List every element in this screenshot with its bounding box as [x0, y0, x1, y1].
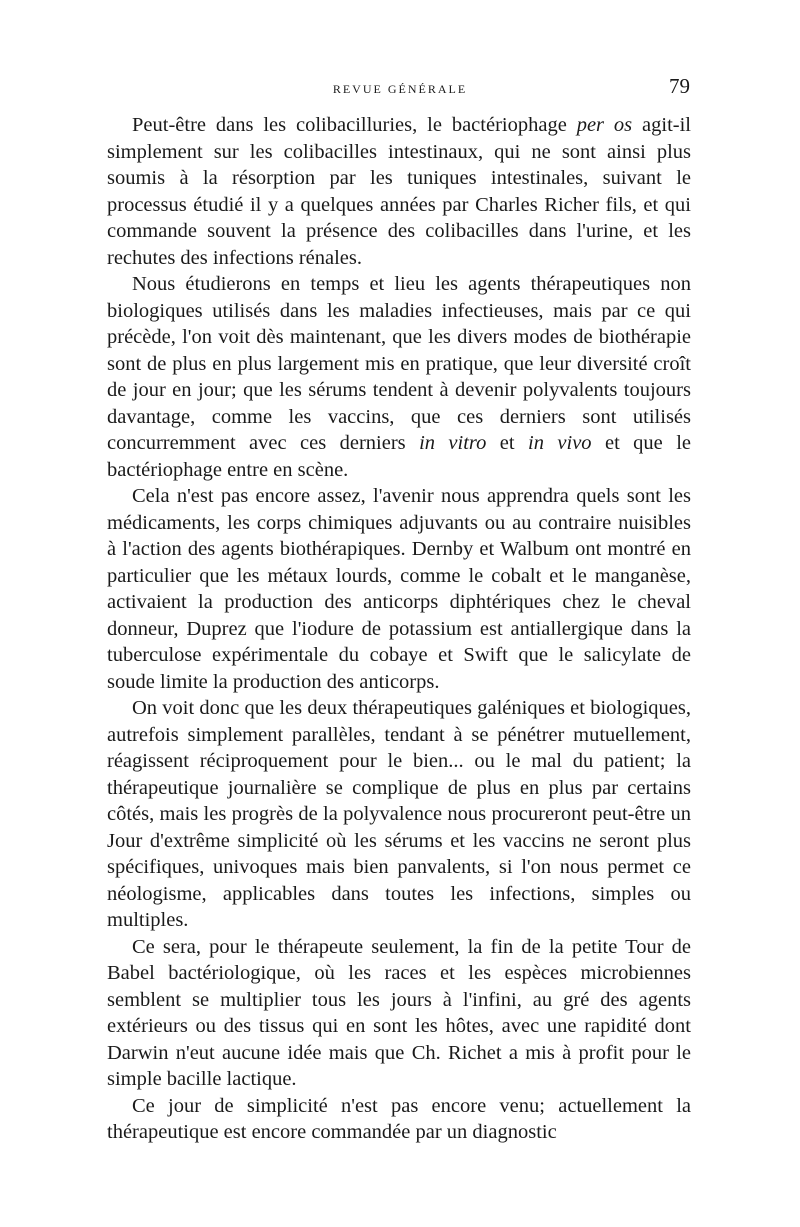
italic-phrase: per os — [576, 114, 633, 136]
page-number: 79 — [669, 74, 690, 98]
paragraph: Peut-être dans les colibacilluries, le bactériophage per os agit-il simplement sur les colibacilles intestinaux, qui ne sont ainsi plus soumis à la résorption par les tuniques intestinales, suivant le processus étudié il y a quelques années par Charles Richer fils, et qui commande souvent la présence des colibacilles dans l'urine, et les rechutes des infections rénales. — [107, 114, 691, 269]
body-text — [107, 112, 691, 1146]
running-title: REVUE GÉNÉRALE — [332, 82, 468, 96]
paragraph: On voit donc que les deux thérapeutiques galéniques et biologiques, autrefois simplement parallèles, tendant à se pénétrer mutuellement, réagissent réciproquement pour le bien... ou le mal du patient; la thérapeutique journalière se complique de plus en plus par certains côtés, mais les progrès de la polyvalence nous procureront peut-être un Jour d'extrême simplicité où les sérums et les vaccins ne seront plus spécifiques, univoques mais bien panvalents, si l'on nous permet ce néologisme, applicables dans toutes les infections, simples ou multiples. — [107, 697, 691, 931]
paragraph: Cela n'est pas encore assez, l'avenir nous apprendra quels sont les médicaments, les corps chimiques adjuvants ou au contraire nuisibles à l'action des agents biothérapiques. Dernby et Walbum ont montré en particulier que les métaux lourds, comme le cobalt et le manganèse, activaient la production des anticorps diphtériques chez le cheval donneur, Duprez que l'iodure de potassium est antiallergique dans la tuberculose expérimentale du cobaye et Swift que le salicylate de soude limite la production des anticorps. — [107, 485, 691, 693]
running-header — [0, 74, 800, 104]
paragraph: Ce sera, pour le thérapeute seulement, la fin de la petite Tour de Babel bactériologique, où les races et les espèces microbiennes semblent se multiplier tous les jours à l'infini, au gré des agents extérieurs ou des tissus qui en sont les hôtes, avec une rapidité dont Darwin n'eut aucune idée mais que Ch. Richet a mis à profit pour le simple bacille lactique. — [107, 935, 691, 1090]
italic-phrase: in vivo — [528, 432, 592, 454]
paragraph: Nous étudierons en temps et lieu les agents thérapeutiques non biologiques utilisés dans les maladies infectieuses, mais par ce qui précède, l'on voit dès maintenant, que les divers modes de biothérapie sont de plus en plus largement mis en pratique, que leur diversité croît de jour en jour; que les sérums tendent à devenir polyvalents toujours davantage, comme les vaccins, que ces derniers sont utilisés concurremment avec ces derniers in vitro et in vivo et que le bactériophage entre en scène. — [107, 273, 691, 481]
italic-phrase: in vitro — [419, 432, 487, 454]
paragraph: Ce jour de simplicité n'est pas encore venu; actuellement la thérapeutique est encore commandée par un diagnostic — [107, 1094, 691, 1143]
